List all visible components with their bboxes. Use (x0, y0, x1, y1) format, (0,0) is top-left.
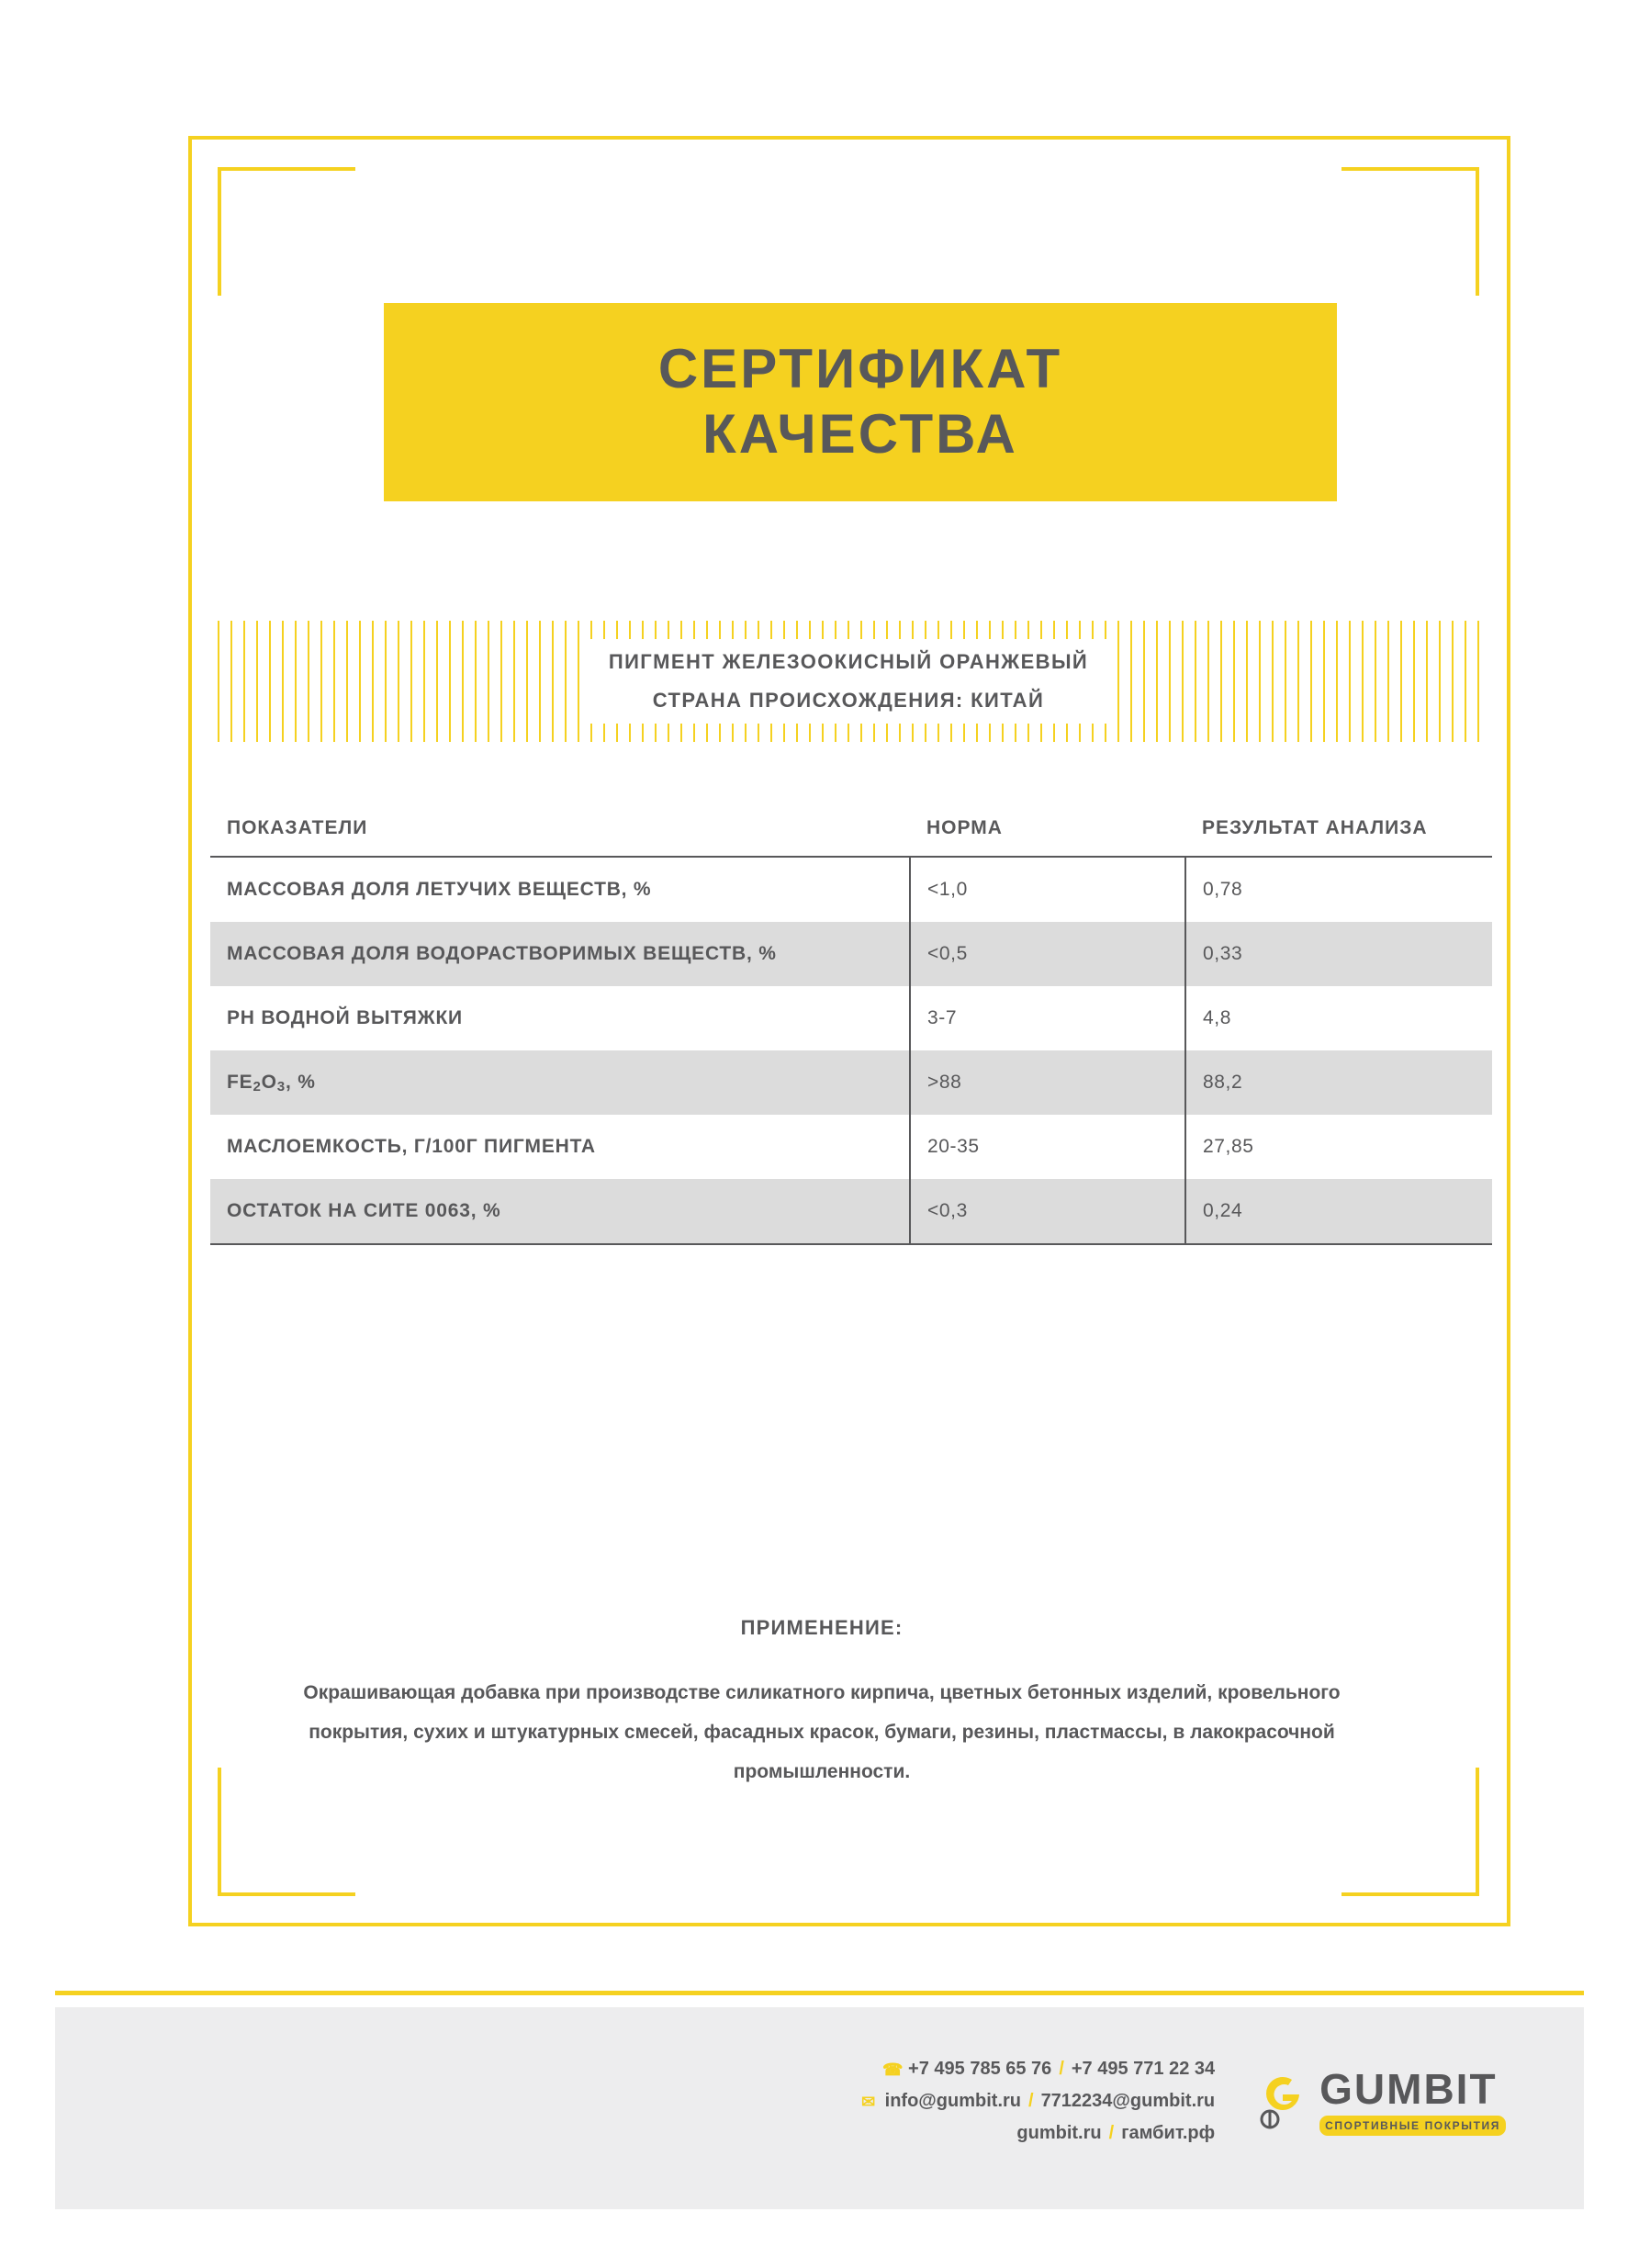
cell-norm: <1,0 (910, 857, 1185, 922)
phone-2[interactable]: +7 495 771 22 34 (1071, 2059, 1216, 2079)
gumbit-logo-icon (1255, 2072, 1305, 2131)
certificate-title-line-1: СЕРТИФИКАТ (657, 338, 1063, 400)
application-heading: ПРИМЕНЕНИЕ: (740, 1616, 904, 1639)
cell-indicator: МАСЛОЕМКОСТЬ, Г/100Г ПИГМЕНТА (210, 1115, 910, 1179)
product-name: ПИГМЕНТ ЖЕЛЕЗООКИСНЫЙ ОРАНЖЕВЫЙ (608, 650, 1089, 674)
email-1[interactable]: info@gumbit.ru (884, 2091, 1021, 2111)
email-2[interactable]: 7712234@gumbit.ru (1040, 2091, 1216, 2111)
column-header-norm: НОРМА (910, 817, 1185, 857)
table-body (210, 857, 1492, 1244)
cell-result: 27,85 (1185, 1115, 1492, 1179)
table-header (210, 817, 1492, 857)
table-row (210, 1115, 1492, 1179)
cell-indicator: $FE_2O_3$, % (210, 1050, 910, 1115)
product-subtitle-inner (587, 639, 1110, 724)
cell-norm: <0,5 (910, 922, 1185, 986)
table-row (210, 922, 1492, 986)
cell-norm: >88 (910, 1050, 1185, 1115)
phone-icon: ☎ (882, 2060, 904, 2079)
cell-result: 0,24 (1185, 1179, 1492, 1244)
table-header-row (210, 817, 1492, 857)
column-header-indicator: ПОКАЗАТЕЛИ (210, 817, 910, 857)
cell-indicator: РН ВОДНОЙ ВЫТЯЖКИ (210, 986, 910, 1050)
contact-block (859, 2053, 1216, 2150)
brand-text (1319, 2064, 1506, 2136)
brand-tagline: СПОРТИВНЫЕ ПОКРЫТИЯ (1319, 2116, 1506, 2136)
frame-corner-top-left (218, 167, 355, 296)
separator: / (1028, 2091, 1034, 2111)
cell-result: 88,2 (1185, 1050, 1492, 1115)
cell-indicator: ОСТАТОК НА СИТЕ 0063, % (210, 1179, 910, 1244)
separator: / (1108, 2123, 1115, 2143)
website-row (859, 2117, 1216, 2150)
cell-indicator: МАССОВАЯ ДОЛЯ ВОДОРАСТВОРИМЫХ ВЕЩЕСТВ, % (210, 922, 910, 986)
product-subtitle-band (218, 621, 1479, 742)
country-of-origin: СТРАНА ПРОИСХОЖДЕНИЯ: КИТАЙ (652, 689, 1045, 712)
column-header-result: РЕЗУЛЬТАТ АНАЛИЗА (1185, 817, 1492, 857)
cell-norm: 3-7 (910, 986, 1185, 1050)
cell-norm: <0,3 (910, 1179, 1185, 1244)
cell-result: 0,78 (1185, 857, 1492, 922)
table-row (210, 1179, 1492, 1244)
cell-indicator: МАССОВАЯ ДОЛЯ ЛЕТУЧИХ ВЕЩЕСТВ, % (210, 857, 910, 922)
website-2[interactable]: гамбит.рф (1121, 2123, 1216, 2143)
separator: / (1059, 2059, 1064, 2079)
specification-table (210, 817, 1492, 1245)
website-1[interactable]: gumbit.ru (1016, 2123, 1102, 2143)
frame-corner-top-right (1342, 167, 1479, 296)
specification-table-wrap (210, 817, 1492, 1245)
cell-result: 4,8 (1185, 986, 1492, 1050)
brand-name: GUMBIT (1319, 2064, 1498, 2113)
cell-norm: 20-35 (910, 1115, 1185, 1179)
footer-content (735, 2053, 1506, 2150)
cell-result: 0,33 (1185, 922, 1492, 986)
phone-1[interactable]: +7 495 785 65 76 (908, 2059, 1052, 2079)
table-row (210, 857, 1492, 922)
table-row (210, 986, 1492, 1050)
email-row (859, 2085, 1216, 2117)
certificate-title-line-2: КАЧЕСТВА (702, 403, 1018, 465)
application-text: Окрашивающая добавка при производстве силикатного кирпича, цветных бетонных изделий, кровельного покрытия, сухих и штукатурных смесей, фасадных красок, бумаги, резины, пластмассы, в лакокрасочной промышленности. (303, 1682, 1341, 1783)
application-section (266, 1616, 1377, 1791)
brand-logo (1255, 2064, 1506, 2136)
email-icon: ✉ (861, 2092, 876, 2111)
footer-divider (55, 1991, 1584, 1995)
table-row (210, 1050, 1492, 1115)
certificate-title-band (384, 303, 1337, 501)
phone-row (859, 2053, 1216, 2085)
